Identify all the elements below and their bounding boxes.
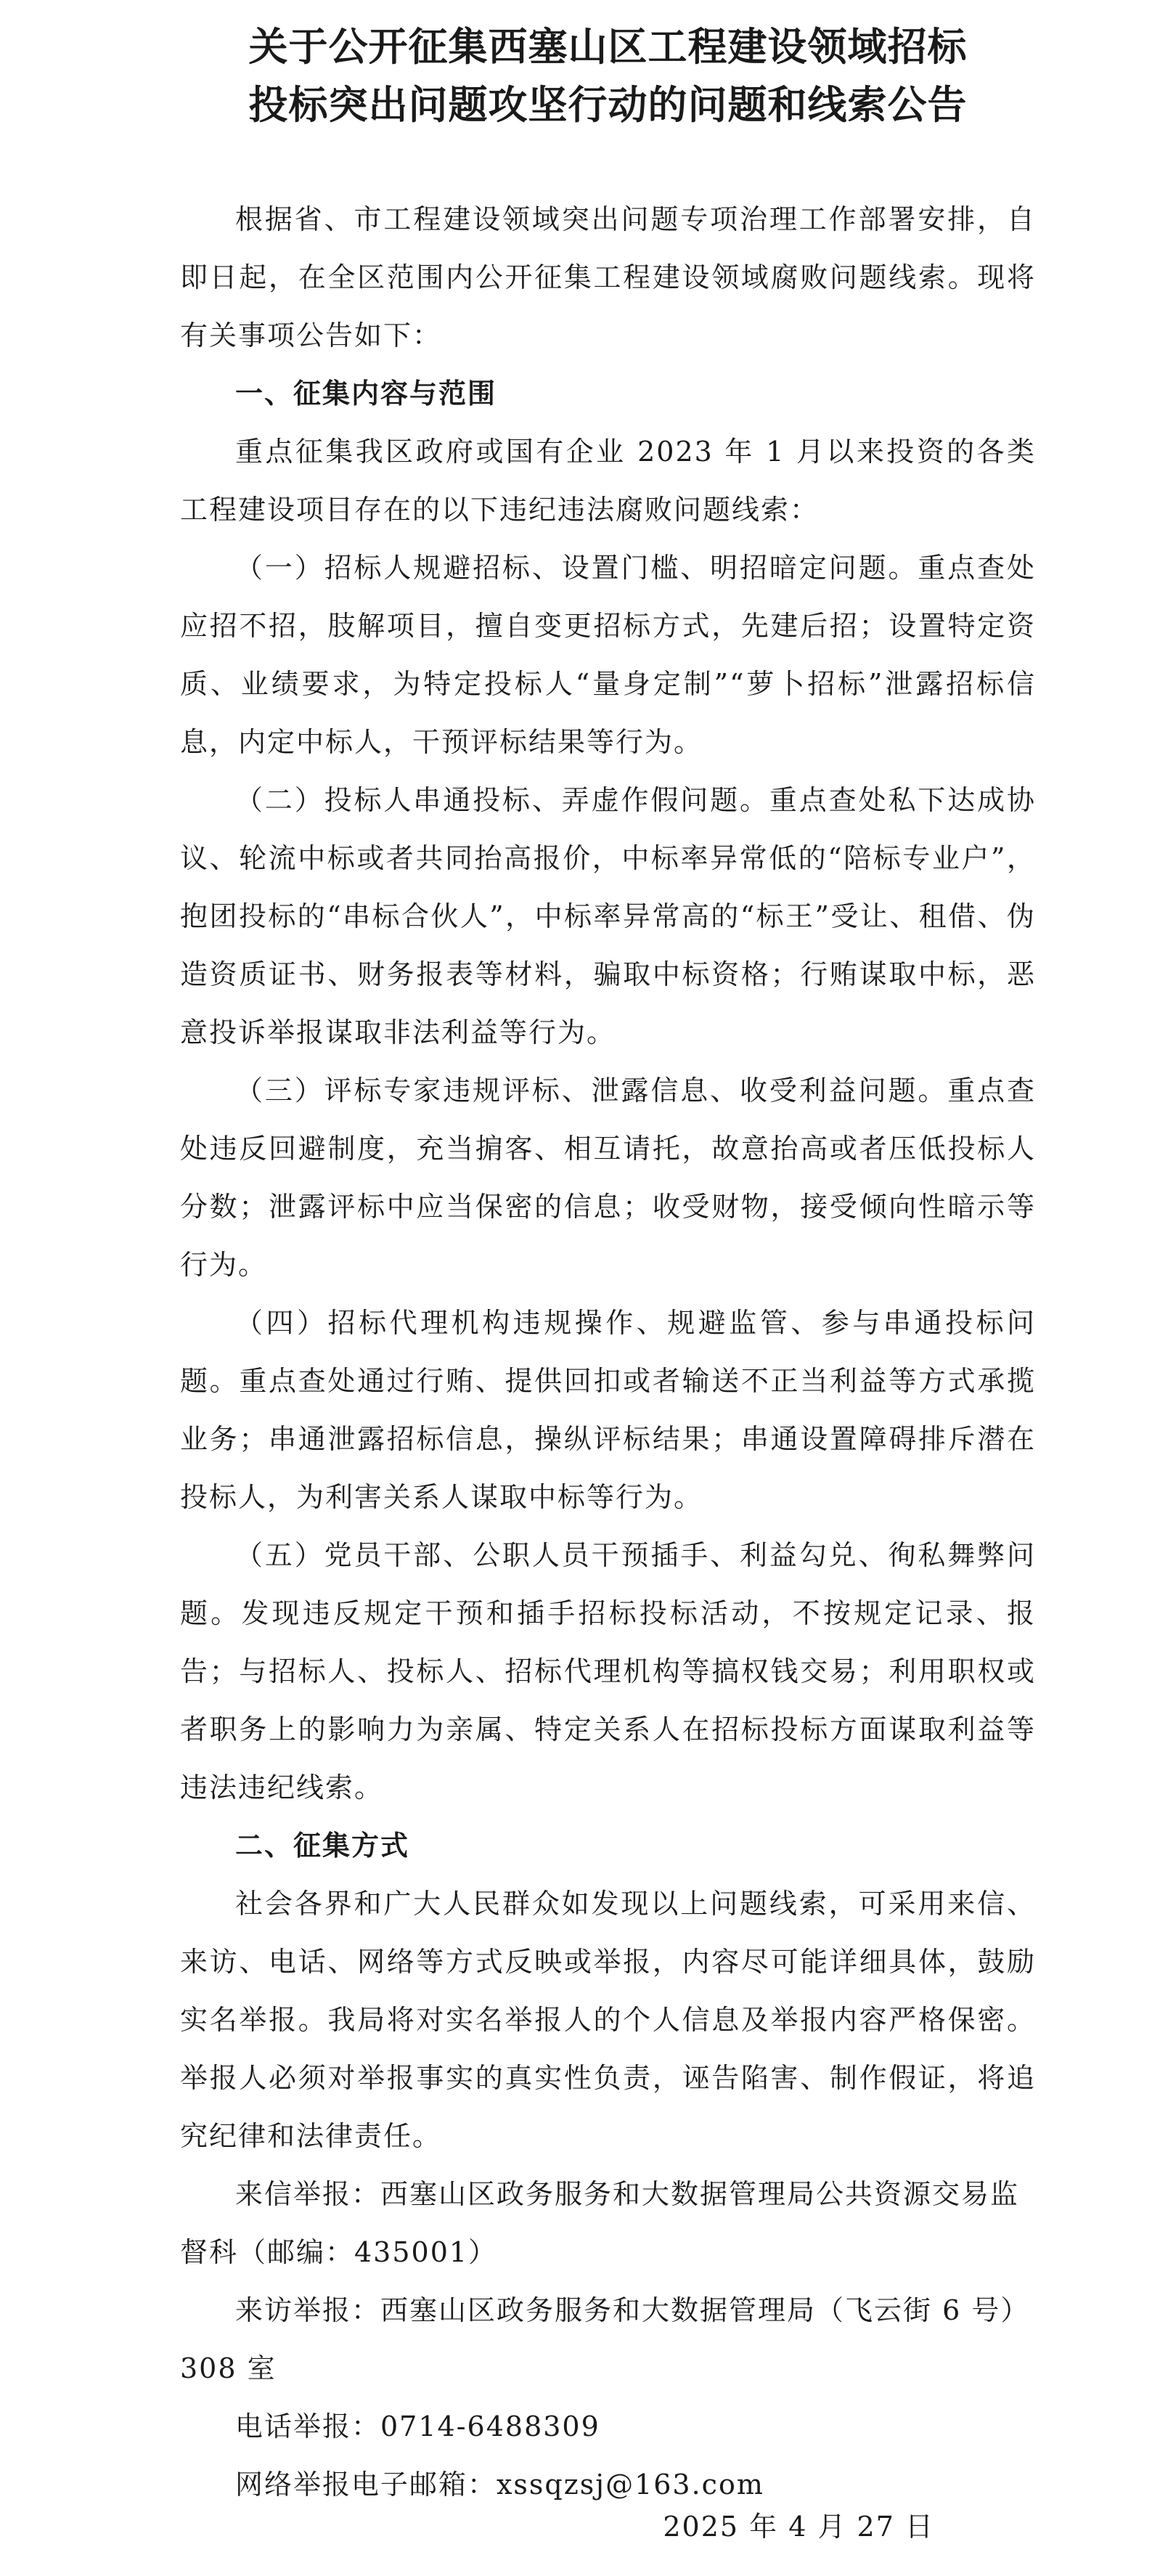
section-2-paragraph: 社会各界和广大人民群众如发现以上问题线索，可采用来信、来访、电话、网络等方式反映或举报，内容尽可能详细具体，鼓励实名举报。我局将对实名举报人的个人信息及举报内容严格保密。举报人必须对举报事实的真实性负责，诬告陷害、制作假证，将追究纪律和法律责任。 xyxy=(180,1888,1036,2152)
item-5-paragraph: （五）党员干部、公职人员干预插手、利益勾兑、徇私舞弊问题。发现违反规定干预和插手招标投标活动，不按规定记录、报告；与招标人、投标人、招标代理机构等搞权钱交易；利用职权或者职务上的影响力为亲属、特定关系人在招标投标方面谋取利益等违法违纪线索。 xyxy=(180,1539,1036,1803)
announcement-date: 2025 年 4 月 27 日 xyxy=(663,2511,934,2543)
report-by-visit: 来访举报：西塞山区政务服务和大数据管理局（飞云街 6 号）308 室 xyxy=(180,2294,1030,2384)
item-3-paragraph: （三）评标专家违规评标、泄露信息、收受利益问题。重点查处违反回避制度，充当掮客、相互请托，故意抬高或者压低投标人分数；泄露评标中应当保密的信息；收受财物，接受倾向性暗示等行为。 xyxy=(180,1075,1036,1281)
item-4-paragraph: （四）招标代理机构违规操作、规避监管、参与串通投标问题。重点查处通过行贿、提供回扣或者输送不正当利益等方式承揽业务；串通泄露招标信息，操纵评标结果；串通设置障碍排斥潜在投标人，为利害关系人谋取中标等行为。 xyxy=(180,1307,1036,1513)
report-by-phone: 电话举报：0714-6488309 xyxy=(235,2410,600,2442)
item-1-paragraph: （一）招标人规避招标、设置门槛、明招暗定问题。重点查处应招不招，肢解项目，擅自变更招标方式，先建后招；设置特定资质、业绩要求，为特定投标人“量身定制”“萝卜招标”泄露招标信息，内定中标人，干预评标结果等行为。 xyxy=(180,552,1036,758)
section-1-heading: 一、征集内容与范围 xyxy=(235,378,497,409)
title-line-1: 关于公开征集西塞山区工程建设领域招标 xyxy=(248,23,968,70)
report-by-letter: 来信举报：西塞山区政务服务和大数据管理局公共资源交易监督科（邮编：435001） xyxy=(180,2178,1020,2268)
item-2-paragraph: （二）投标人串通投标、弄虚作假问题。重点查处私下达成协议、轮流中标或者共同抬高报价，中标率异常低的“陪标专业户”，抱团投标的“串标合伙人”，中标率异常高的“标王”受让、租借、伪造资质证书、财务报表等材料，骗取中标资格；行贿谋取中标，恶意投诉举报谋取非法利益等行为。 xyxy=(180,784,1036,1048)
intro-paragraph: 根据省、市工程建设领域突出问题专项治理工作部署安排，自即日起，在全区范围内公开征集工程建设领域腐败问题线索。现将有关事项公告如下： xyxy=(180,203,1036,351)
section-1-intro: 重点征集我区政府或国有企业 2023 年 1 月以来投资的各类工程建设项目存在的以下违纪违法腐败问题线索： xyxy=(180,436,1036,526)
section-2-heading: 二、征集方式 xyxy=(235,1830,410,1862)
announcement-title xyxy=(180,17,1036,134)
report-by-email: 网络举报电子邮箱：xssqzsj@163.com xyxy=(235,2469,764,2500)
title-line-2: 投标突出问题攻坚行动的问题和线索公告 xyxy=(248,81,968,128)
